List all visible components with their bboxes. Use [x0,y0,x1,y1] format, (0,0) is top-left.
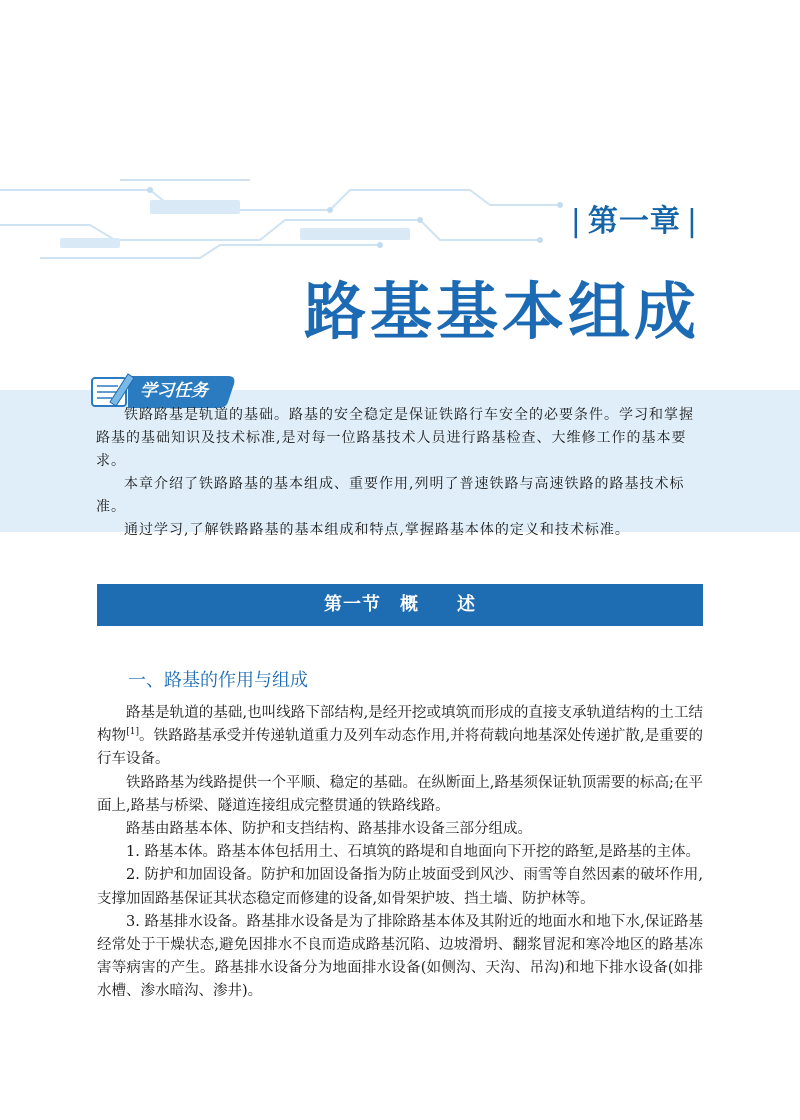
learning-task-paragraph: 通过学习,了解铁路路基的基本组成和特点,掌握路基本体的定义和技术标准。 [124,522,630,538]
learning-task-paragraph: 本章介绍了铁路路基的基本组成、重要作用,列明了普速铁路与高速铁路的路基技术标准。 [96,476,685,515]
learning-task-title: 学习任务 [140,381,208,401]
chapter-title: 路基基本组成 [303,275,700,348]
body-paragraph [97,702,703,772]
body-paragraph: 1. 路基本体。路基本体包括用土、石填筑的路堤和自地面向下开挖的路堑,是路基的主体。 [126,844,701,861]
learning-task-paragraph: 铁路路基是轨道的基础。路基的安全稳定是保证铁路行车安全的必要条件。学习和掌握路基的基础知识及技术标准,是对每一位路基技术人员进行路基检查、大维修工作的基本要求。 [96,407,694,469]
subsection-title: 一、路基的作用与组成 [128,670,308,691]
body-text-run: 。铁路路基承受并传递轨道重力及列车动态作用,并将荷载向地基深处传递扩散,是重要的行车设备。 [97,728,704,768]
divider: | [686,204,698,239]
chapter-label [565,196,704,240]
citation-marker: [1] [126,727,139,738]
divider: | [570,204,582,239]
body-text-run: 路基是轨道的基础,也叫线路下部结构,是经开挖或填筑而形成的直接支承轨道结构的土工结构物 [97,705,703,745]
section-title: 第一节 概 述 [97,584,703,626]
learning-task-text [96,404,708,542]
body-text [97,702,703,1004]
chapter-number: 第一章 [587,204,681,239]
notepad-pencil-icon [92,374,134,406]
body-paragraph: 铁路路基为线路提供一个平顺、稳定的基础。在纵断面上,路基须保证轨顶需要的标高;在平面上,路基与桥梁、隧道连接组成完整贯通的铁路线路。 [97,774,703,814]
body-paragraph: 3. 路基排水设备。路基排水设备是为了排除路基本体及其附近的地面水和地下水,保证路基经常处于干燥状态,避免因排水不良而造成路基沉陷、边坡滑坍、翻浆冒泥和寒冷地区的路基冻害等病害的产生。路基排水设备分为地面排水设备(如侧沟、天沟、吊沟)和地下排水设备(如排水槽、渗水暗沟、渗井)。 [97,913,703,1000]
body-paragraph: 路基由路基本体、防护和支挡结构、路基排水设备三部分组成。 [126,821,532,838]
body-paragraph: 2. 防护和加固设备。防护和加固设备指为防止坡面受到风沙、雨雪等自然因素的破坏作用,支撑加固路基保证其状态稳定而修建的设备,如骨架护坡、挡土墙、防护林等。 [97,867,703,907]
